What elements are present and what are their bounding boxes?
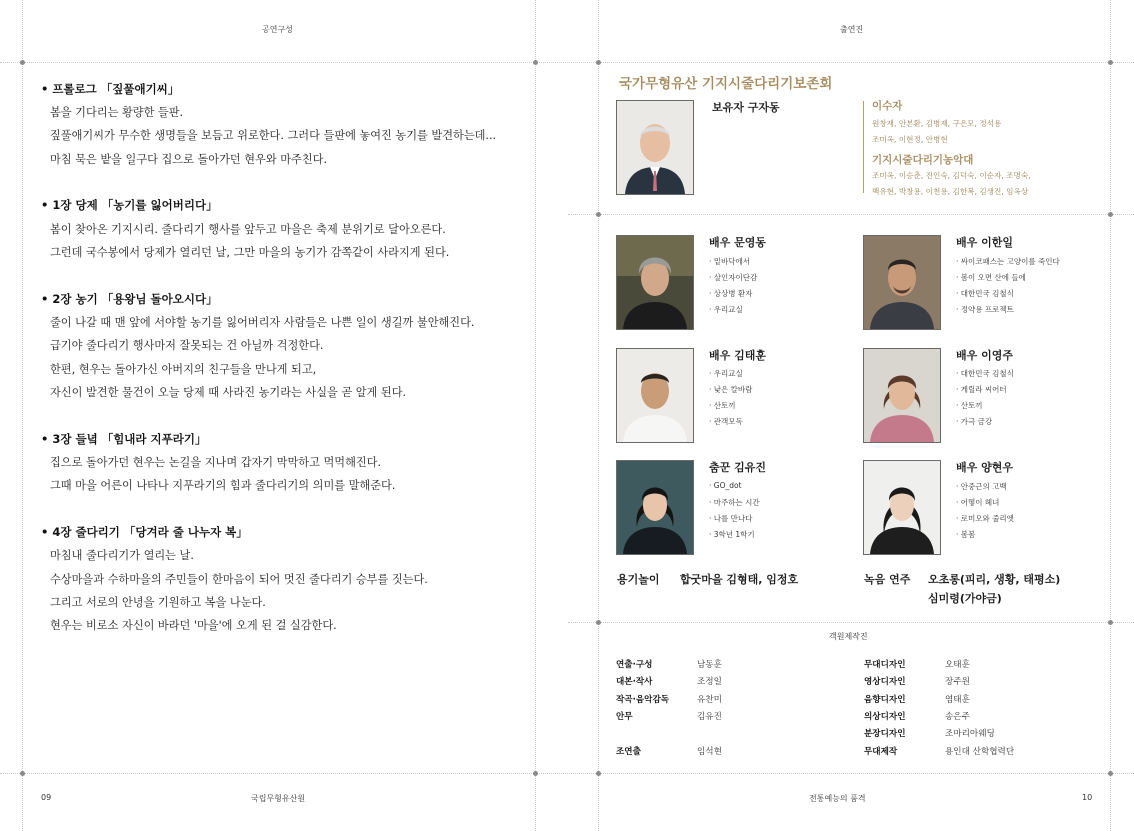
performer-name: 배우 이영주 bbox=[956, 349, 1013, 362]
section-line: 그런데 국수봉에서 당제가 열리던 날, 그만 마을의 농기가 감쪽같이 사라지게 된다. bbox=[50, 246, 450, 259]
staff-role: 조연출 bbox=[616, 747, 641, 757]
guide-dot bbox=[1108, 212, 1113, 217]
recording-names: 오초롱(피리, 생황, 태평소) bbox=[928, 573, 1061, 586]
staff-name: 조정일 bbox=[697, 677, 722, 687]
staff-role: 음향디자인 bbox=[864, 695, 906, 705]
performer-credit: · 대한민국 김철식 bbox=[956, 289, 1014, 298]
staff-name: 염태훈 bbox=[945, 695, 970, 705]
yonggi-label: 용기놀이 bbox=[617, 573, 660, 586]
staff-role: 무대디자인 bbox=[864, 660, 906, 670]
right-page-number: 10 bbox=[1082, 793, 1093, 802]
guide-dot bbox=[596, 212, 601, 217]
performer-credit: · 정약용 프로젝트 bbox=[956, 305, 1014, 314]
guide-dot bbox=[1108, 771, 1113, 776]
group-title-isuja: 이수자 bbox=[872, 100, 903, 112]
group-title-nongak: 기지시줄다리기농악대 bbox=[872, 154, 974, 166]
staff-guide-line bbox=[568, 622, 1134, 623]
performer-photo bbox=[863, 235, 941, 330]
staff-role: 작곡·음악감독 bbox=[616, 695, 670, 705]
section-line: 집으로 돌아가던 현우는 논길을 지나며 갑자기 막막하고 먹먹해진다. bbox=[50, 456, 382, 469]
section-line: 자신이 발견한 물건이 오늘 당제 때 사라진 농기라는 사실을 곧 알게 된다. bbox=[50, 386, 407, 399]
guide-dot bbox=[596, 60, 601, 65]
performer-photo bbox=[616, 348, 694, 443]
guide-dot bbox=[596, 620, 601, 625]
performer-credit: · 싸이코패스는 고양이를 죽인다 bbox=[956, 257, 1060, 266]
section-title-chapter-1: • 1장 당제 「농기를 잃어버리다」 bbox=[41, 198, 218, 212]
performer-photo bbox=[616, 235, 694, 330]
performer-credit: · GO_dot bbox=[709, 481, 742, 490]
performer-name: 배우 문영동 bbox=[709, 236, 766, 249]
section-title-chapter-4: • 4장 줄다리기 「당겨라 줄 나누자 복」 bbox=[41, 525, 248, 539]
group-members: 조미옥, 이현정, 안병현 bbox=[872, 135, 948, 144]
section-line: 그때 마을 어른이 나타나 지푸라기의 힘과 줄다리기의 의미를 말해준다. bbox=[50, 479, 396, 492]
staff-name: 조마리아웨딩 bbox=[945, 729, 995, 739]
recording-label: 녹음 연주 bbox=[864, 573, 911, 586]
guide-dot bbox=[20, 771, 25, 776]
section-line: 봄을 기다리는 황량한 들판. bbox=[50, 106, 184, 119]
section-line: 현우는 비로소 자신이 바라던 '마을'에 오게 된 걸 실감한다. bbox=[50, 619, 337, 632]
section-line: 짚풀애기씨가 무수한 생명들을 보듬고 위로한다. 그러다 들판에 놓여진 농기를 발견하는데... bbox=[50, 129, 497, 142]
left-page-margin-line bbox=[22, 0, 23, 831]
group-members: 백유현, 박창용, 이천용, 김한복, 김생진, 임옥상 bbox=[872, 187, 1029, 196]
section-title-prologue: • 프롤로그 「짚풀애기씨」 bbox=[41, 82, 180, 96]
section-line: 그리고 서로의 안녕을 기원하고 복을 나눈다. bbox=[50, 596, 266, 609]
holder-name: 보유자 구자동 bbox=[712, 101, 780, 114]
section-line: 급기야 줄다리기 행사마저 잘못되는 건 아닐까 걱정한다. bbox=[50, 339, 324, 352]
performer-credit: · 가극 금강 bbox=[956, 417, 993, 426]
performer-photo bbox=[863, 348, 941, 443]
performer-credit: · 안중근의 고백 bbox=[956, 482, 1007, 491]
performer-credit: · 상상병 환자 bbox=[709, 289, 753, 298]
performer-credit: · 산토끼 bbox=[709, 401, 736, 410]
section-line: 마침 묵은 밭을 일구다 집으로 돌아가던 현우와 마주친다. bbox=[50, 153, 328, 166]
staff-role: 영상디자인 bbox=[864, 677, 906, 687]
yonggi-names: 합굿마을 김형태, 임정호 bbox=[680, 573, 799, 586]
left-page-header: 공연구성 bbox=[262, 25, 293, 34]
left-page-footer: 국립무형유산원 bbox=[251, 794, 306, 803]
section-line: 한편, 현우는 돌아가신 아버지의 친구들을 만나게 되고, bbox=[50, 363, 317, 376]
performer-credit: · 밑바닥에서 bbox=[709, 257, 750, 266]
staff-role: 무대제작 bbox=[864, 747, 898, 757]
performer-photo bbox=[863, 460, 941, 555]
performer-credit: · 마주하는 시간 bbox=[709, 498, 760, 507]
staff-name: 유찬미 bbox=[697, 695, 722, 705]
section-line: 봄이 찾아온 기지시리. 줄다리기 행사를 앞두고 마을은 축제 분위기로 달아오른다. bbox=[50, 223, 446, 236]
staff-name: 오태훈 bbox=[945, 660, 970, 670]
performer-credit: · 3학년 1학기 bbox=[709, 530, 755, 539]
performer-credit: · 우리교실 bbox=[709, 369, 743, 378]
performer-credit: · 봄이 오면 산에 들에 bbox=[956, 273, 1026, 282]
staff-role: 연출·구성 bbox=[616, 660, 653, 670]
staff-header: 객원제작진 bbox=[829, 632, 868, 641]
staff-name: 용인대 산학협력단 bbox=[945, 747, 1015, 757]
guide-dot bbox=[533, 771, 538, 776]
staff-name: 임석현 bbox=[697, 747, 722, 757]
staff-name: 송은주 bbox=[945, 712, 970, 722]
guide-dot bbox=[596, 771, 601, 776]
holder-divider bbox=[863, 101, 864, 193]
section-line: 마침내 줄다리기가 열리는 날. bbox=[50, 549, 194, 562]
performer-name: 춤꾼 김유진 bbox=[709, 461, 766, 474]
guide-dot bbox=[20, 60, 25, 65]
performer-name: 배우 김태훈 bbox=[709, 349, 766, 362]
performer-photo bbox=[616, 460, 694, 555]
right-page-spine-line bbox=[598, 0, 599, 831]
bottom-guide-line bbox=[0, 773, 1134, 774]
section-title-chapter-2: • 2장 농기 「용왕님 돌아오시다」 bbox=[41, 292, 218, 306]
guide-dot bbox=[1108, 60, 1113, 65]
staff-name: 김유진 bbox=[697, 712, 722, 722]
right-page-header: 출연진 bbox=[840, 25, 864, 34]
staff-role: 안무 bbox=[616, 712, 633, 722]
left-page-number: 09 bbox=[41, 793, 52, 802]
staff-role: 의상디자인 bbox=[864, 712, 906, 722]
performer-credit: · 봄봄 bbox=[956, 530, 976, 539]
group-members: 조미옥, 이승춘, 진인숙, 김덕숙, 이순자, 조명숙, bbox=[872, 171, 1031, 180]
staff-name: 장주원 bbox=[945, 677, 970, 687]
performer-credit: · 관객모독 bbox=[709, 417, 743, 426]
left-page-spine-line bbox=[535, 0, 536, 831]
mid-guide-line bbox=[568, 214, 1134, 215]
performer-credit: · 살인자이단감 bbox=[709, 273, 758, 282]
performer-credit: · 산토끼 bbox=[956, 401, 983, 410]
performer-name: 배우 이한일 bbox=[956, 236, 1013, 249]
right-page-footer: 전통예능의 품격 bbox=[809, 794, 866, 803]
staff-name: 남동훈 bbox=[697, 660, 722, 670]
performer-credit: · 어떻이 헤녀 bbox=[956, 498, 1000, 507]
performer-credit: · 게릴라 씨어터 bbox=[956, 385, 1007, 394]
performer-credit: · 로미오와 줄리엣 bbox=[956, 514, 1014, 523]
group-members: 원창재, 안본환, 김병재, 구은모, 정석용 bbox=[872, 119, 1002, 128]
section-title-chapter-3: • 3장 들녘 「힘내라 지푸라기」 bbox=[41, 432, 207, 446]
recording-names: 심미령(가야금) bbox=[928, 592, 1002, 605]
staff-role: 대본·작사 bbox=[616, 677, 653, 687]
guide-dot bbox=[1108, 620, 1113, 625]
org-title: 국가무형유산 기지시줄다리기보존회 bbox=[619, 76, 833, 92]
holder-portrait bbox=[616, 100, 694, 195]
guide-dot bbox=[533, 60, 538, 65]
performer-credit: · 나를 만나다 bbox=[709, 514, 753, 523]
right-page-margin-line bbox=[1110, 0, 1111, 831]
performer-name: 배우 양현우 bbox=[956, 461, 1013, 474]
section-line: 줄이 나갈 때 맨 앞에 서야할 농기를 잃어버리자 사람들은 나쁜 일이 생길까 불안해진다. bbox=[50, 316, 475, 329]
staff-role: 분장디자인 bbox=[864, 729, 906, 739]
performer-credit: · 낮은 칼바람 bbox=[709, 385, 753, 394]
top-guide-line bbox=[0, 62, 1134, 63]
performer-credit: · 대한민국 김철식 bbox=[956, 369, 1014, 378]
section-line: 수상마을과 수하마을의 주민들이 한마음이 되어 멋진 줄다리기 승부를 짓는다. bbox=[50, 573, 428, 586]
performer-credit: · 우리교실 bbox=[709, 305, 743, 314]
